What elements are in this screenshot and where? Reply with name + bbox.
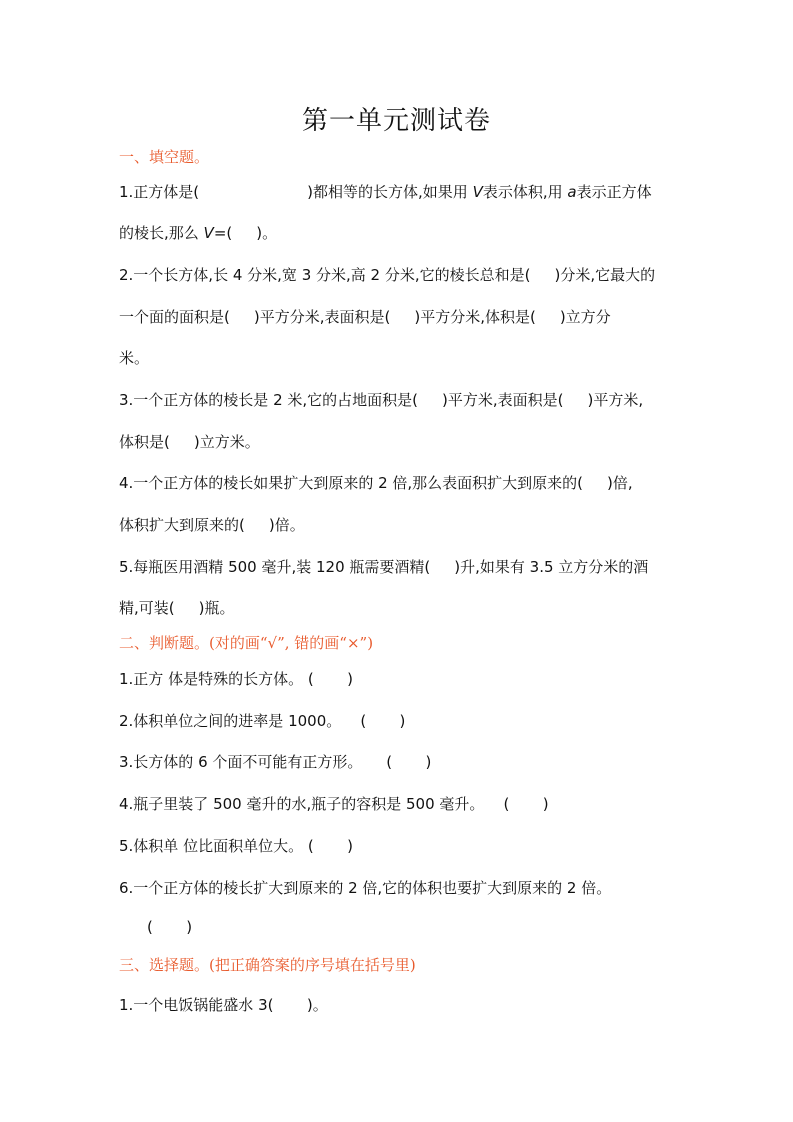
list-item: 5.体积单 位比面积单位大。 ( ) [119, 837, 353, 855]
list-item: 2.体积单位之间的进率是 1000。 ( ) [119, 712, 406, 730]
question-line: 4.一个正方体的棱长如果扩大到原来的 2 倍,那么表面积扩大到原来的( )倍, [119, 474, 633, 492]
section-heading-fill-blank: 一、填空题。 [119, 148, 210, 166]
question-line: 5.每瓶医用酒精 500 毫升,装 120 瓶需要酒精( )升,如果有 3.5 立方分米的酒 [119, 558, 649, 576]
list-item: 1.正方 体是特殊的长方体。 ( ) [119, 670, 353, 688]
list-item: 4.瓶子里装了 500 毫升的水,瓶子的容积是 500 毫升。 ( ) [119, 795, 549, 813]
question-line: 精,可装( )瓶。 [119, 599, 235, 617]
page-title: 第一单元测试卷 [301, 106, 491, 136]
question-line: 米。 [119, 349, 150, 367]
list-item: ( ) [147, 918, 193, 936]
question-line: 3.一个正方体的棱长是 2 米,它的占地面积是( )平方米,表面积是( )平方米, [119, 391, 644, 409]
question-line: 1.一个电饭锅能盛水 3( )。 [119, 996, 328, 1014]
question-line: 1.正方体是( )都相等的长方体,如果用 V表示体积,用 a表示正方体 [119, 183, 652, 201]
question-line: 2.一个长方体,长 4 分米,宽 3 分米,高 2 分米,它的棱长总和是( )分米,它最大的 [119, 266, 656, 284]
question-line: 体积是( )立方米。 [119, 433, 260, 451]
section-heading-true-false: 二、判断题。(对的画“√”, 错的画“×”) [119, 634, 374, 652]
question-line: 体积扩大到原来的( )倍。 [119, 516, 305, 534]
list-item: 3.长方体的 6 个面不可能有正方形。 ( ) [119, 753, 432, 771]
question-line: 的棱长,那么 V=( )。 [119, 224, 278, 242]
list-item: 6.一个正方体的棱长扩大到原来的 2 倍,它的体积也要扩大到原来的 2 倍。 [119, 879, 612, 897]
question-line: 一个面的面积是( )平方分米,表面积是( )平方分米,体积是( )立方分 [119, 308, 611, 326]
section-heading-choice: 三、选择题。(把正确答案的序号填在括号里) [119, 956, 416, 974]
